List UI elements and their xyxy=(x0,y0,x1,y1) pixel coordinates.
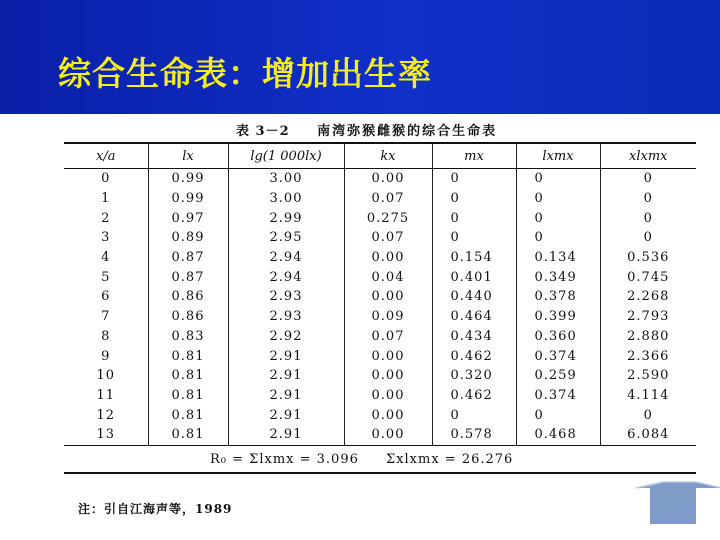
table-cell: 0 xyxy=(516,405,600,425)
table-cell: 12 xyxy=(96,407,116,423)
table-cell: 2.793 xyxy=(600,307,696,327)
table-cell: 0.86 xyxy=(148,307,228,327)
r0-summary: R₀ = Σlxmx = 3.096 xyxy=(210,451,359,467)
table-cell: 0.399 xyxy=(516,307,600,327)
table-cell: 0 xyxy=(101,171,111,187)
table-cell: 0.00 xyxy=(344,248,432,268)
table-cell: 0.374 xyxy=(516,386,600,406)
home-icon xyxy=(636,480,720,524)
table-row xyxy=(64,307,696,327)
table-cell: 0 xyxy=(516,169,600,189)
table-cell: 0 xyxy=(432,169,516,189)
title-banner xyxy=(0,0,720,114)
table-cell: 0.81 xyxy=(148,425,228,445)
table-row xyxy=(64,169,696,189)
table-cell: 5 xyxy=(101,269,111,285)
table-cell: 2.268 xyxy=(600,287,696,307)
table-cell: 0.81 xyxy=(148,386,228,406)
table-row xyxy=(64,366,696,386)
table-cell: 3.00 xyxy=(228,189,344,209)
table-row xyxy=(64,228,696,248)
table-cell: 3 xyxy=(101,230,111,246)
table-cell: 2.366 xyxy=(600,346,696,366)
table-cell: 0.83 xyxy=(148,327,228,347)
column-header: x/a xyxy=(64,143,148,169)
table-row xyxy=(64,327,696,347)
home-button[interactable] xyxy=(636,480,720,524)
table-cell: 0.00 xyxy=(344,366,432,386)
table-cell: 0 xyxy=(600,405,696,425)
table-cell: 0.04 xyxy=(344,267,432,287)
table-cell: 0 xyxy=(432,189,516,209)
table-cell: 0.81 xyxy=(148,405,228,425)
table-cell: 13 xyxy=(96,427,116,443)
table-caption-number: 表 3－2 xyxy=(236,124,290,139)
table-cell: 0.434 xyxy=(432,327,516,347)
table-cell: 8 xyxy=(101,328,111,344)
table-cell: 2.91 xyxy=(228,386,344,406)
table-cell: 0.134 xyxy=(516,248,600,268)
table-cell: 0.89 xyxy=(148,228,228,248)
table-cell: 0.374 xyxy=(516,346,600,366)
table-cell: 0.99 xyxy=(148,169,228,189)
table-cell: 0.259 xyxy=(516,366,600,386)
table-cell: 2 xyxy=(101,210,111,226)
table-cell: 0.440 xyxy=(432,287,516,307)
table-row xyxy=(64,208,696,228)
source-note: 注：引自江海声等，1989 xyxy=(78,502,233,516)
table-cell: 2.91 xyxy=(228,405,344,425)
table-cell: 4 xyxy=(101,250,111,266)
table-row xyxy=(64,346,696,366)
table-row xyxy=(64,248,696,268)
column-header: mx xyxy=(432,143,516,169)
table-cell: 0.401 xyxy=(432,267,516,287)
table-cell: 0.468 xyxy=(516,425,600,445)
table-cell: 0 xyxy=(516,228,600,248)
table-cell: 0 xyxy=(516,189,600,209)
table-cell: 2.91 xyxy=(228,346,344,366)
table-summary-row xyxy=(64,446,696,474)
table-row xyxy=(64,425,696,445)
table-cell: 0 xyxy=(432,208,516,228)
table-cell: 0.00 xyxy=(344,169,432,189)
column-header: lx xyxy=(148,143,228,169)
table-cell: 7 xyxy=(101,309,111,325)
slide-title: 综合生命表：增加出生率 xyxy=(58,54,432,93)
table-cell: 0.81 xyxy=(148,346,228,366)
table-row xyxy=(64,267,696,287)
table-cell: 0.745 xyxy=(600,267,696,287)
life-table xyxy=(64,142,696,446)
table-cell: 0.378 xyxy=(516,287,600,307)
table-cell: 0.86 xyxy=(148,287,228,307)
table-cell: 6 xyxy=(101,289,111,305)
column-header: kx xyxy=(344,143,432,169)
table-cell: 0.99 xyxy=(148,189,228,209)
life-table-container xyxy=(64,142,696,474)
table-row xyxy=(64,386,696,406)
table-cell: 2.94 xyxy=(228,267,344,287)
table-cell: 0.97 xyxy=(148,208,228,228)
table-cell: 11 xyxy=(96,387,116,403)
table-cell: 0.87 xyxy=(148,248,228,268)
table-cell: 0 xyxy=(432,228,516,248)
table-cell: 2.99 xyxy=(228,208,344,228)
table-cell: 0.349 xyxy=(516,267,600,287)
table-cell: 0.462 xyxy=(432,386,516,406)
column-header: xlxmx xyxy=(600,143,696,169)
table-cell: 0.07 xyxy=(344,327,432,347)
table-cell: 0.07 xyxy=(344,228,432,248)
table-cell: 0 xyxy=(516,208,600,228)
table-cell: 2.95 xyxy=(228,228,344,248)
table-cell: 4.114 xyxy=(600,386,696,406)
table-cell: 2.91 xyxy=(228,366,344,386)
table-cell: 0.00 xyxy=(344,287,432,307)
table-cell: 0.320 xyxy=(432,366,516,386)
table-cell: 0.00 xyxy=(344,386,432,406)
table-cell: 0.00 xyxy=(344,425,432,445)
table-cell: 2.880 xyxy=(600,327,696,347)
table-cell: 0.360 xyxy=(516,327,600,347)
column-header: lg(1 000lx) xyxy=(228,143,344,169)
table-cell: 2.93 xyxy=(228,307,344,327)
table-cell: 0.09 xyxy=(344,307,432,327)
table-cell: 0 xyxy=(600,169,696,189)
table-cell: 6.084 xyxy=(600,425,696,445)
table-cell: 0.464 xyxy=(432,307,516,327)
table-cell: 0 xyxy=(432,405,516,425)
table-cell: 0.536 xyxy=(600,248,696,268)
table-cell: 0.154 xyxy=(432,248,516,268)
table-row xyxy=(64,287,696,307)
table-cell: 0 xyxy=(600,189,696,209)
table-cell: 2.590 xyxy=(600,366,696,386)
table-body xyxy=(64,169,696,446)
table-cell: 0.00 xyxy=(344,405,432,425)
table-cell: 2.91 xyxy=(228,425,344,445)
table-row xyxy=(64,189,696,209)
table-cell: 1 xyxy=(101,191,111,207)
table-cell: 2.92 xyxy=(228,327,344,347)
table-cell: 0.578 xyxy=(432,425,516,445)
table-cell: 3.00 xyxy=(228,169,344,189)
column-header: lxmx xyxy=(516,143,600,169)
table-cell: 0.87 xyxy=(148,267,228,287)
table-cell: 0.81 xyxy=(148,366,228,386)
table-cell: 0.462 xyxy=(432,346,516,366)
table-header-row xyxy=(64,143,696,169)
table-caption-title: 南湾弥猴雌猴的综合生命表 xyxy=(317,124,498,139)
xlxmx-sum-summary: Σxlxmx = 26.276 xyxy=(386,451,514,467)
table-cell: 0 xyxy=(600,228,696,248)
table-cell: 0.07 xyxy=(344,189,432,209)
table-cell: 10 xyxy=(96,368,116,384)
table-cell: 9 xyxy=(101,348,111,364)
table-cell: 2.93 xyxy=(228,287,344,307)
table-cell: 0.275 xyxy=(344,208,432,228)
table-cell: 0.00 xyxy=(344,346,432,366)
table-caption xyxy=(236,120,497,139)
table-cell: 2.94 xyxy=(228,248,344,268)
table-row xyxy=(64,405,696,425)
table-cell: 0 xyxy=(600,208,696,228)
